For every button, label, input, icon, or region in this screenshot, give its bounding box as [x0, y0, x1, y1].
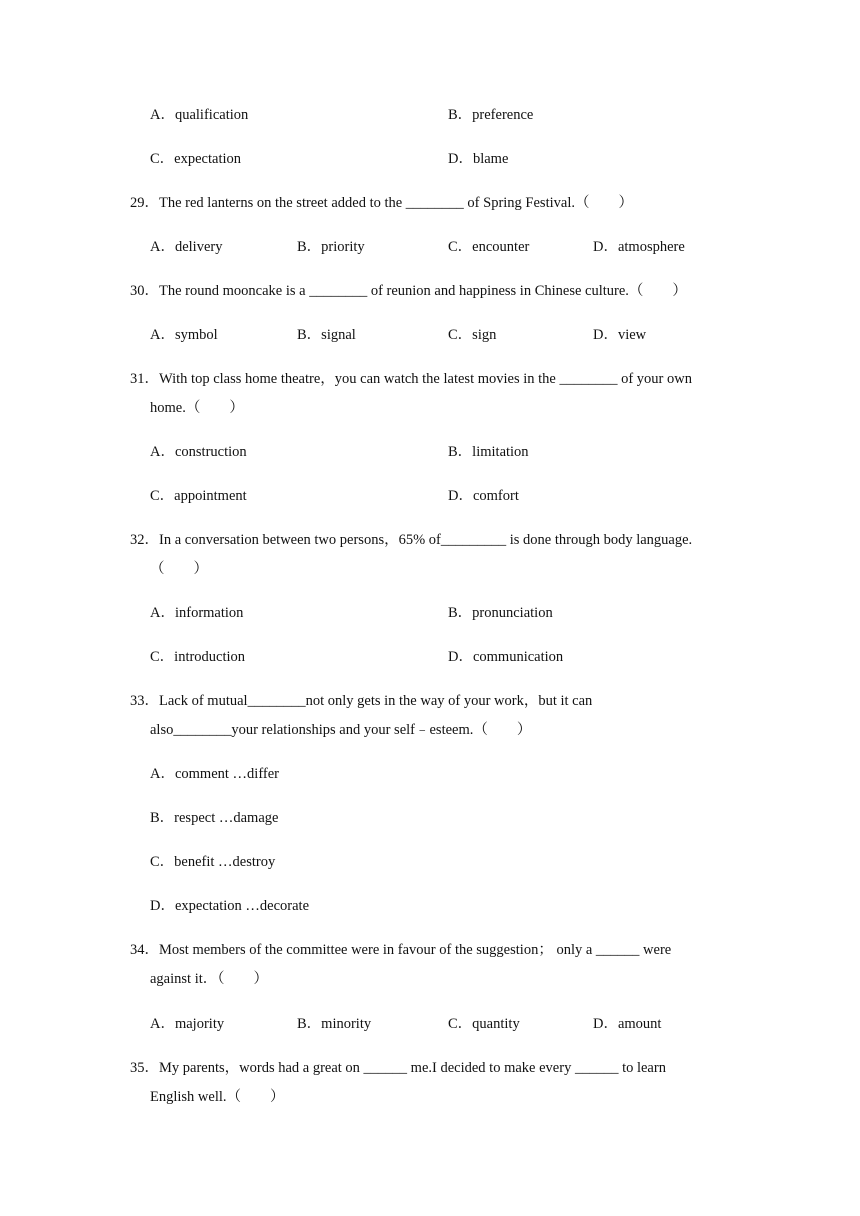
q33-stem-line2: also________your relationships and your self﹣esteem.（ ）: [150, 722, 532, 738]
q32-option-c: C．introduction: [150, 649, 246, 665]
q31-option-d: D．comfort: [448, 488, 519, 504]
q32-option-d: D．communication: [448, 649, 564, 665]
q28-option-d: D．blame: [448, 151, 509, 167]
q32-option-b: B．pronunciation: [448, 605, 553, 621]
q29-option-c: C．encounter: [448, 239, 530, 255]
q35-stem-line1: 35．My parents，words had a great on ______ me.I decided to make every ______ to learn: [130, 1060, 666, 1076]
q32-option-a: A．information: [150, 605, 244, 621]
q29-option-b: B．priority: [297, 239, 365, 255]
q29-stem: 29．The red lanterns on the street added to the ________ of Spring Festival.（ ）: [130, 195, 633, 211]
q28-option-a: A．qualification: [150, 107, 249, 123]
q28-option-c: C．expectation: [150, 151, 242, 167]
q31-stem-line1: 31．With top class home theatre，you can watch the latest movies in the ________ of your own: [130, 371, 692, 387]
q35-stem-line2: English well.（ ）: [150, 1089, 285, 1105]
q31-option-a: A．construction: [150, 444, 247, 460]
q34-option-b: B．minority: [297, 1016, 372, 1032]
q34-option-a: A．majority: [150, 1016, 225, 1032]
q30-option-d: D．view: [593, 327, 647, 343]
q29-option-a: A．delivery: [150, 239, 223, 255]
q31-stem-line2: home.（ ）: [150, 400, 244, 416]
q30-option-a: A．symbol: [150, 327, 218, 343]
q33-stem-line1: 33．Lack of mutual________not only gets in the way of your work，but it can: [130, 693, 593, 709]
q33-option-c: C．benefit …destroy: [150, 854, 276, 870]
q34-option-d: D．amount: [593, 1016, 662, 1032]
q34-stem-line1: 34．Most members of the committee were in favour of the suggestion； only a ______ were: [130, 942, 672, 958]
q29-option-d: D．atmosphere: [593, 239, 685, 255]
q33-option-a: A．comment …differ: [150, 766, 279, 782]
q30-option-b: B．signal: [297, 327, 356, 343]
q33-option-d: D．expectation …decorate: [150, 898, 310, 914]
q34-stem-line2: against it．（ ）: [150, 971, 269, 987]
q31-option-c: C．appointment: [150, 488, 247, 504]
q34-option-c: C．quantity: [448, 1016, 520, 1032]
q33-option-b: B．respect …damage: [150, 810, 279, 826]
q30-option-c: C．sign: [448, 327, 497, 343]
q30-stem: 30．The round mooncake is a ________ of reunion and happiness in Chinese culture.（ ）: [130, 283, 687, 299]
q31-option-b: B．limitation: [448, 444, 529, 460]
q32-stem-line2: （ ）: [150, 561, 208, 577]
q28-option-b: B．preference: [448, 107, 534, 123]
q32-stem-line1: 32．In a conversation between two persons，65% of_________ is done through body language.: [130, 532, 693, 548]
